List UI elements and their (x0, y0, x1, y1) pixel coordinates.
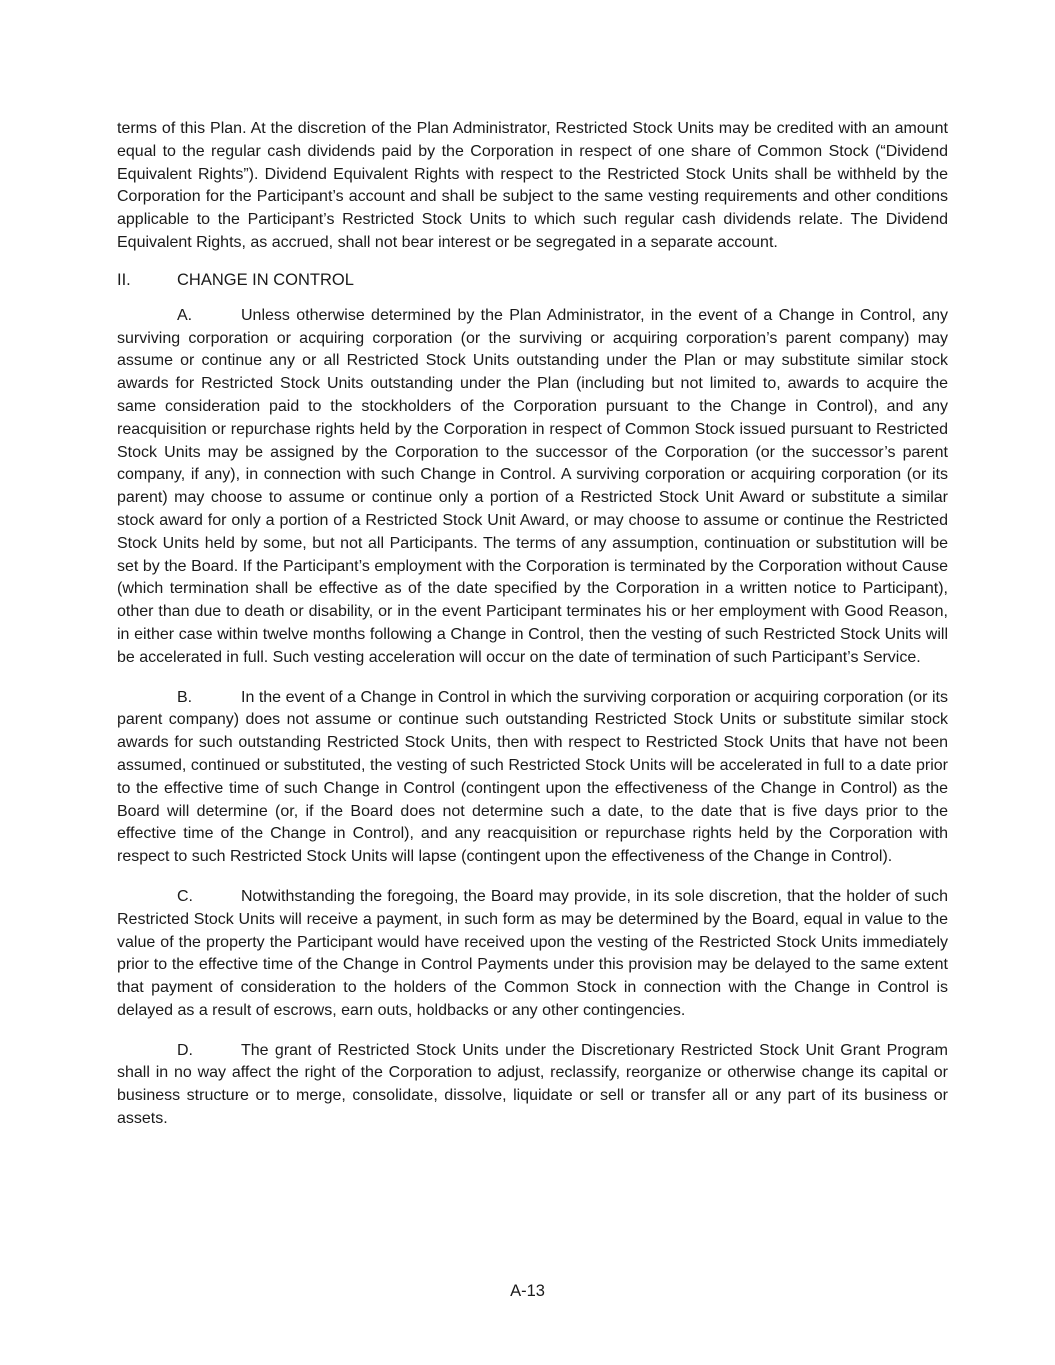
paragraph-text: Notwithstanding the foregoing, the Board may provide, in its sole discretion, that the holder of such Restricted Stock Units will receive a payment, in such form as may be determined by the Board, equal in value to the value of the property the Participant would have received upon the vesting of the Restricted Stock Units immediately prior to the effective time of the Change in Control Payments under this provision may be delayed to the same extent that payment of consideration to the holders of the Common Stock in connection with the Change in Control is delayed as a result of escrows, earn outs, holdbacks or any other contingencies. (117, 887, 948, 1019)
paragraph-label: C. (177, 887, 193, 905)
paragraph-text: Unless otherwise determined by the Plan Administrator, in the event of a Change in Control, any surviving corporation or acquiring corporation (or the surviving or acquiring corporation’s parent company) may assume or continue any or all Restricted Stock Units outstanding under the Plan or may substitute similar stock awards for Restricted Stock Units outstanding under the Plan (including but not limited to, awards to acquire the same consideration paid to the stockholders of the Corporation pursuant to the Change in Control), and any reacquisition or repurchase rights held by the Corporation in respect of Common Stock issued pursuant to Restricted Stock Units may be assigned by the Corporation to the successor of the Corporation (or the successor’s parent company, if any), in connection with such Change in Control. A surviving corporation or acquiring corporation (or its parent) may choose to assume or continue only a portion of a Restricted Stock Unit Award or substitute a similar stock award for only a portion of a Restricted Stock Unit Award, or may choose to assume or continue the Restricted Stock Units held by some, but not all Participants. The terms of any assumption, continuation or substitution will be set by the Board. If the Participant’s employment with the Corporation is terminated by the Corporation without Cause (which termination shall be effective as of the date specified by the Corporation in a written notice to Participant), other than due to death or disability, or in the event Participant terminates his or her employment with Good Reason, in either case within twelve months following a Change in Control, then the vesting of such Restricted Stock Units will be accelerated in full. Such vesting acceleration will occur on the date of termination of such Participant’s Service. (117, 306, 948, 666)
paragraph-label: B. (177, 688, 193, 706)
section-number: II. (117, 270, 131, 289)
paragraph-text: The grant of Restricted Stock Units under the Discretionary Restricted Stock Unit Grant Program shall in no way affect the right of the Corporation to adjust, reclassify, reorganize or otherwise change its capital or business structure or to merge, consolidate, dissolve, liquidate or sell or transfer all or any part of its business or assets. (117, 1041, 948, 1128)
document-page (117, 118, 948, 1131)
section-title: CHANGE IN CONTROL (177, 270, 354, 289)
paragraph-a (117, 305, 948, 670)
section-heading (117, 269, 948, 291)
paragraph-label: D. (177, 1041, 193, 1059)
paragraph-text: In the event of a Change in Control in which the surviving corporation or acquiring corporation (or its parent company) does not assume or continue such outstanding Restricted Stock Units or substitute similar stock awards for such outstanding Restricted Stock Units, then with respect to Restricted Stock Units that have not been assumed, continued or substituted, the vesting of such Restricted Stock Units will be accelerated in full to a date prior to the effective time of such Change in Control (contingent upon the effectiveness of the Change in Control) as the Board will determine (or, if the Board does not determine such a date, to the date that is five days prior to the effective time of the Change in Control), and any reacquisition or repurchase rights held by the Corporation with respect to such Restricted Stock Units will lapse (contingent upon the effectiveness of the Change in Control). (117, 688, 948, 866)
paragraph-b (117, 687, 948, 869)
intro-paragraph: terms of this Plan. At the discretion of the Plan Administrator, Restricted Stock Units may be credited with an amount equal to the regular cash dividends paid by the Corporation in respect of one share of Common Stock (“Dividend Equivalent Rights”). Dividend Equivalent Rights with respect to the Restricted Stock Units shall be withheld by the Corporation for the Participant’s account and shall be subject to the same vesting requirements and other conditions applicable to the Participant’s Restricted Stock Units to which such regular cash dividends relate. The Dividend Equivalent Rights, as accrued, shall not bear interest or be segregated in a separate account. (117, 120, 948, 251)
paragraph-label: A. (177, 306, 193, 324)
paragraph-d (117, 1040, 948, 1131)
page-number: A-13 (510, 1282, 545, 1300)
paragraph-c (117, 886, 948, 1023)
